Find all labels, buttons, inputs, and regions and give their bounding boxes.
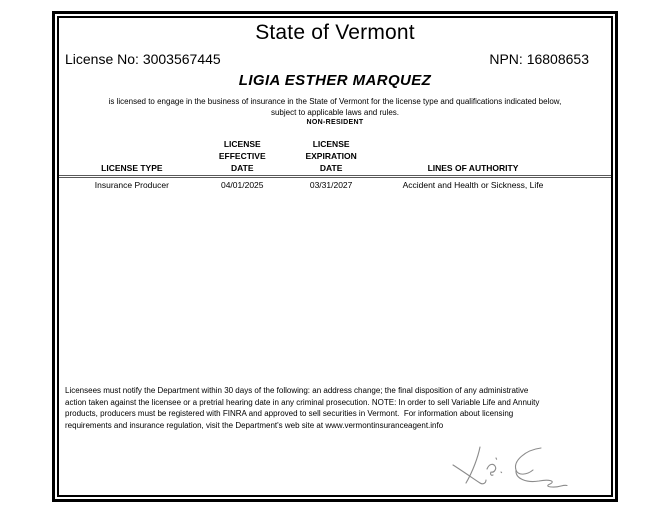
column-header-license-type: LICENSE TYPE <box>59 138 205 177</box>
cell-spacer <box>564 177 612 191</box>
license-statement-line-2: subject to applicable laws and rules. <box>270 108 400 117</box>
npn-label: NPN: <box>489 51 523 67</box>
license-statement-line-1: is licensed to engage in the business of insurance in the State of Vermont for the license type and qualifications indicated below, <box>108 97 562 106</box>
license-table <box>59 138 611 190</box>
notice-paragraph <box>65 385 600 431</box>
cell-lines-of-authority: Accident and Health or Sickness, Life <box>402 180 544 190</box>
identifier-row <box>65 51 589 67</box>
certificate-outer-border <box>52 11 618 502</box>
certificate-inner-border <box>57 16 613 497</box>
commissioner-signature-image <box>449 441 571 503</box>
license-number-value: 3003567445 <box>142 51 221 67</box>
license-table-row <box>59 177 611 191</box>
license-number <box>65 51 221 67</box>
cell-expiration-date: 03/31/2027 <box>309 180 353 190</box>
npn-value: 16808653 <box>526 51 589 67</box>
notice-line-4: requirements and insurance regulation, visit the Department's web site at www.vermontinsuranceagent.info <box>65 420 444 430</box>
notice-line-1: Licensees must notify the Department within 30 days of the following: an address change; the final disposition of any administrative <box>65 386 529 395</box>
license-number-label: License No: <box>65 51 139 67</box>
column-header-lines-of-authority: LINES OF AUTHORITY <box>382 138 563 177</box>
column-header-expiration-date: LICENSE EXPIRATION DATE <box>280 138 383 177</box>
licensee-name: LIGIA ESTHER MARQUEZ <box>238 72 432 89</box>
cell-effective-date: 04/01/2025 <box>220 180 264 190</box>
column-header-spacer <box>564 138 612 177</box>
certificate-title: State of Vermont <box>255 21 415 44</box>
certificate-body <box>59 18 611 495</box>
notice-line-3: products, producers must be registered with FINRA and approved to sell securities in Vermont. For information about licensing <box>65 409 514 418</box>
cell-license-type: Insurance Producer <box>94 180 169 190</box>
license-statement <box>59 96 611 118</box>
notice-line-2: action taken against the licensee or a pretrial hearing date in any criminal prosecution. NOTE: In order to sell Variable Life and Annuity <box>65 397 540 407</box>
npn-number <box>489 51 589 67</box>
residency-status: NON-RESIDENT <box>306 119 364 126</box>
license-table-header-row <box>59 138 611 177</box>
column-header-effective-date: LICENSE EFFECTIVE DATE <box>205 138 280 177</box>
